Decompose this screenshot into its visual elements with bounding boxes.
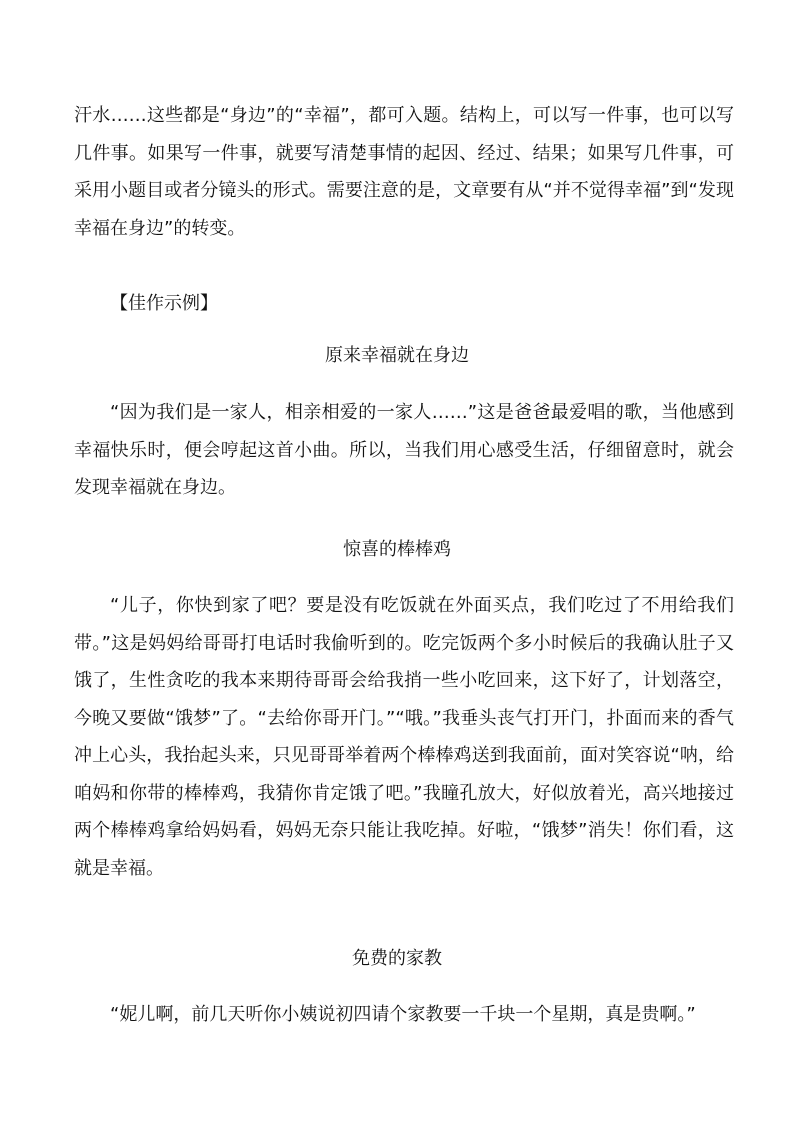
subtitle-2: 免费的家教 bbox=[352, 948, 442, 969]
section-label: 【佳作示例】 bbox=[110, 293, 218, 314]
subtitle-1: 惊喜的棒棒鸡 bbox=[343, 539, 451, 560]
essay-intro-paragraph: “因为我们是一家人，相亲相爱的一家人……”这是爸爸最爱唱的歌，当他感到幸福快乐时，便会哼起这首小曲。所以，当我们用心感受生活，仔细留意时，就会发现幸福就在身边。 bbox=[74, 402, 734, 498]
intro-paragraph: 汗水……这些都是“身边”的“幸福”，都可入题。结构上，可以写一件事，也可以写几件事。如果写一件事，就要写清楚事情的起因、经过、结果；如果写几件事，可采用小题目或者分镜头的形式。需要注意的是，文章要有从“并不觉得幸福”到“发现幸福在身边”的转变。 bbox=[74, 105, 734, 239]
essay-title: 原来幸福就在身边 bbox=[325, 345, 469, 366]
story-1-paragraph: “儿子，你快到家了吧？要是没有吃饭就在外面买点，我们吃过了不用给我们带。”这是妈妈给哥哥打电话时我偷听到的。吃完饭两个多小时候后的我确认肚子又饿了，生性贪吃的我本来期待哥哥会给我捎一些小吃回来，这下好了，计划落空，今晚又要做“饿梦”了。“去给你哥开门。”“哦。”我垂头丧气打开门，扑面而来的香气冲上心头，我抬起头来，只见哥哥举着两个棒棒鸡送到我面前，面对笑容说“呐，给咱妈和你带的棒棒鸡，我猜你肯定饿了吧。”我瞳孔放大，好似放着光，高兴地接过两个棒棒鸡拿给妈妈看，妈妈无奈只能让我吃掉。好啦，“饿梦”消失！你们看，这就是幸福。 bbox=[74, 595, 734, 879]
story-2-paragraph: “妮儿啊，前几天听你小姨说初四请个家教要一千块一个星期，真是贵啊。” bbox=[110, 1004, 696, 1025]
